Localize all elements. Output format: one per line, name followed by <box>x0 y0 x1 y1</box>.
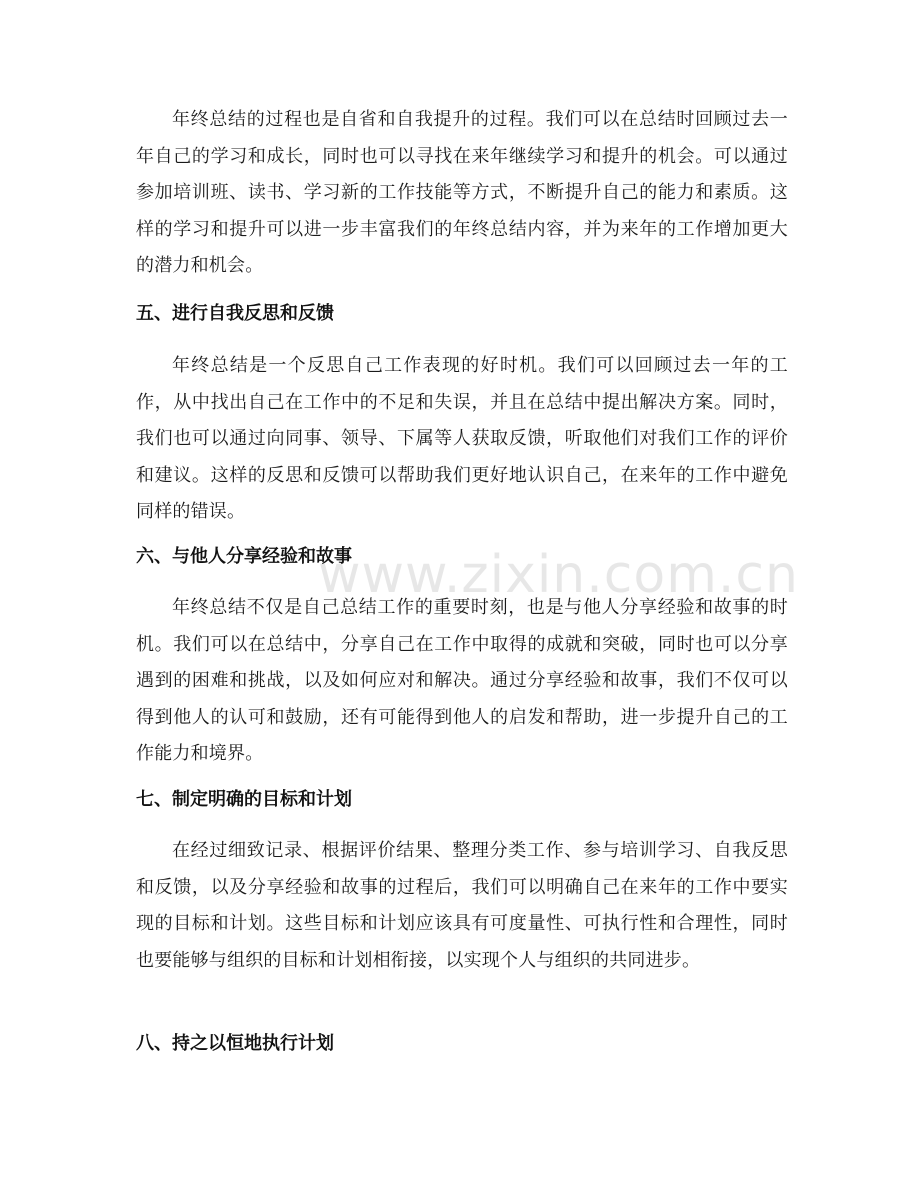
heading-execute-plan: 八、持之以恒地执行计划 <box>136 1033 334 1054</box>
paragraph-self-improvement: 年终总结的过程也是自省和自我提升的过程。我们可以在总结时回顾过去一年自己的学习和成长，同时也可以寻找在来年继续学习和提升的机会。可以通过参加培训班、读书、学习新的工作技能等方式，不断提升自己的能力和素质。这样的学习和提升可以进一步丰富我们的年终总结内容，并为来年的工作增加更大的潜力和机会。 <box>136 109 788 277</box>
paragraph-goals-plans: 在经过细致记录、根据评价结果、整理分类工作、参与培训学习、自我反思和反馈，以及分享经验和故事的过程后，我们可以明确自己在来年的工作中要实现的目标和计划。这些目标和计划应该具有可度量性、可执行性和合理性，同时也要能够与组织的目标和计划相衔接，以实现个人与组织的共同进步。 <box>136 840 788 971</box>
heading-goals-plans: 七、制定明确的目标和计划 <box>136 789 352 810</box>
paragraph-share-experience: 年终总结不仅是自己总结工作的重要时刻，也是与他人分享经验和故事的时机。我们可以在总结中，分享自己在工作中取得的成就和突破，同时也可以分享遇到的困难和挑战，以及如何应对和解决。通过分享经验和故事，我们不仅可以得到他人的认可和鼓励，还有可能得到他人的启发和帮助，进一步提升自己的工作能力和境界。 <box>136 597 788 765</box>
heading-self-reflection: 五、进行自我反思和反馈 <box>136 303 334 324</box>
paragraph-self-reflection: 年终总结是一个反思自己工作表现的好时机。我们可以回顾过去一年的工作，从中找出自己在工作中的不足和失误，并且在总结中提出解决方案。同时，我们也可以通过向同事、领导、下属等人获取反馈，听取他们对我们工作的评价和建议。这样的反思和反馈可以帮助我们更好地认识自己，在来年的工作中避免同样的错误。 <box>136 355 788 523</box>
heading-share-experience: 六、与他人分享经验和故事 <box>136 546 352 567</box>
watermark: www.zixin.com.cn <box>318 545 799 605</box>
